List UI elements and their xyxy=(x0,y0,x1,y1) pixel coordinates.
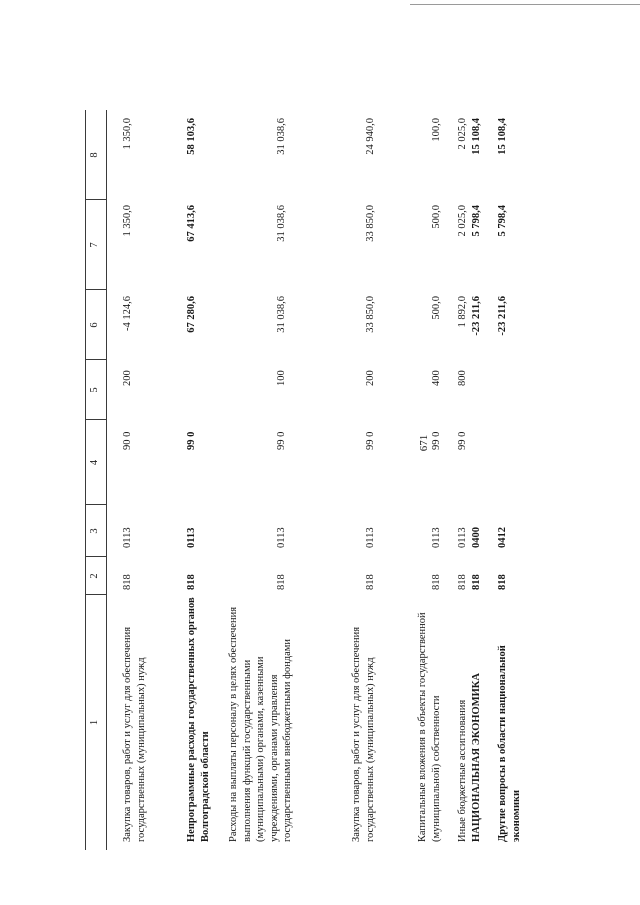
row-4-name: Закупка товаров, работ и услуг для обеспечения государственных (муниципальных) нужд xyxy=(351,626,376,842)
row-5-c3: 0113 xyxy=(431,527,442,548)
row-3-name: Расходы на выплаты персоналу в целях обеспечения выполнения функций государственными (муниципальными) органами, казенными учреждениями, органами управления государственными внебюджетными фондами xyxy=(228,606,293,842)
row-8-name: Другие вопросы в области национальной экономики xyxy=(497,645,522,842)
col-header-1: 1 xyxy=(89,719,100,726)
row-2-c3: 0113 xyxy=(186,527,197,548)
row-1-c8: 1 350,0 xyxy=(122,118,133,150)
row-2-c4: 99 0 xyxy=(186,431,197,450)
row-6-c3: 0113 xyxy=(457,527,468,548)
row-6-c2: 818 xyxy=(457,574,468,590)
top-rule xyxy=(410,4,640,5)
row-1-c6: -4 124,6 xyxy=(122,296,133,331)
row-7-c3: 0400 xyxy=(471,527,482,548)
row-6-name: Иные бюджетные ассигнования xyxy=(457,699,468,842)
row-1-c5: 200 xyxy=(122,370,133,386)
row-3-c6: 31 038,6 xyxy=(276,296,287,333)
row-7-c8: 15 108,4 xyxy=(471,118,482,155)
row-3-c3: 0113 xyxy=(276,527,287,548)
header-bottom-border xyxy=(106,110,107,850)
row-2-c2: 818 xyxy=(186,574,197,590)
row-4-c7: 33 850,0 xyxy=(365,205,376,242)
row-1-c2: 818 xyxy=(122,574,133,590)
row-4-c2: 818 xyxy=(365,574,376,590)
row-6-c6: 1 892,0 xyxy=(457,296,468,328)
row-5-c4: 99 0 xyxy=(431,431,442,450)
row-8-c6: -23 211,6 xyxy=(497,296,508,336)
row-2-c7: 67 413,6 xyxy=(186,205,197,242)
row-4-c5: 200 xyxy=(365,370,376,386)
row-7-name: НАЦИОНАЛЬНАЯ ЭКОНОМИКА xyxy=(471,673,482,842)
row-1-name: Закупка товаров, работ и услуг для обеспечения государственных (муниципальных) нужд xyxy=(122,626,147,842)
table-top-border xyxy=(85,110,86,850)
row-5-c5: 400 xyxy=(431,370,442,386)
col-header-6: 6 xyxy=(89,322,100,328)
row-8-c7: 5 798,4 xyxy=(497,205,508,237)
row-4-c6: 33 850,0 xyxy=(365,296,376,333)
row-1-c4: 90 0 xyxy=(122,431,133,450)
row-3-c2: 818 xyxy=(276,574,287,590)
row-8-c2: 818 xyxy=(497,574,508,590)
row-7-c2: 818 xyxy=(471,574,482,590)
row-4-c4: 99 0 xyxy=(365,431,376,450)
row-2-c6: 67 280,6 xyxy=(186,296,197,333)
page-number: 671 xyxy=(418,434,430,452)
row-5-c2: 818 xyxy=(431,574,442,590)
row-2-c8: 58 103,6 xyxy=(186,118,197,155)
row-6-c8: 2 025,0 xyxy=(457,118,468,150)
col-header-3: 3 xyxy=(89,528,100,534)
row-4-c3: 0113 xyxy=(365,527,376,548)
row-1-c3: 0113 xyxy=(122,527,133,548)
row-3-c8: 31 038,6 xyxy=(276,118,287,155)
row-4-c8: 24 940,0 xyxy=(365,118,376,155)
col-header-8: 8 xyxy=(89,152,100,158)
budget-table xyxy=(85,110,575,850)
col-header-5: 5 xyxy=(89,387,100,393)
row-6-c7: 2 025,0 xyxy=(457,205,468,237)
row-7-c6: -23 211,6 xyxy=(471,296,482,336)
row-2-name: Непрограммные расходы государственных органов Волгоградской области xyxy=(186,597,211,842)
row-8-c8: 15 108,4 xyxy=(497,118,508,155)
row-6-c4: 99 0 xyxy=(457,431,468,450)
col-header-7: 7 xyxy=(89,242,100,248)
row-5-c8: 100,0 xyxy=(431,118,442,142)
row-8-c3: 0412 xyxy=(497,527,508,548)
col-header-2: 2 xyxy=(89,573,100,579)
row-5-c7: 500,0 xyxy=(431,205,442,229)
row-6-c5: 800 xyxy=(457,370,468,386)
col-header-4: 4 xyxy=(89,459,100,466)
row-1-c7: 1 350,0 xyxy=(122,205,133,237)
row-3-c4: 99 0 xyxy=(276,431,287,450)
row-3-c7: 31 038,6 xyxy=(276,205,287,242)
row-3-c5: 100 xyxy=(276,370,287,386)
row-5-c6: 500,0 xyxy=(431,296,442,320)
row-7-c7: 5 798,4 xyxy=(471,205,482,237)
row-5-name: Капитальные вложения в объекты государственной (муниципальной) собственности xyxy=(417,612,442,842)
